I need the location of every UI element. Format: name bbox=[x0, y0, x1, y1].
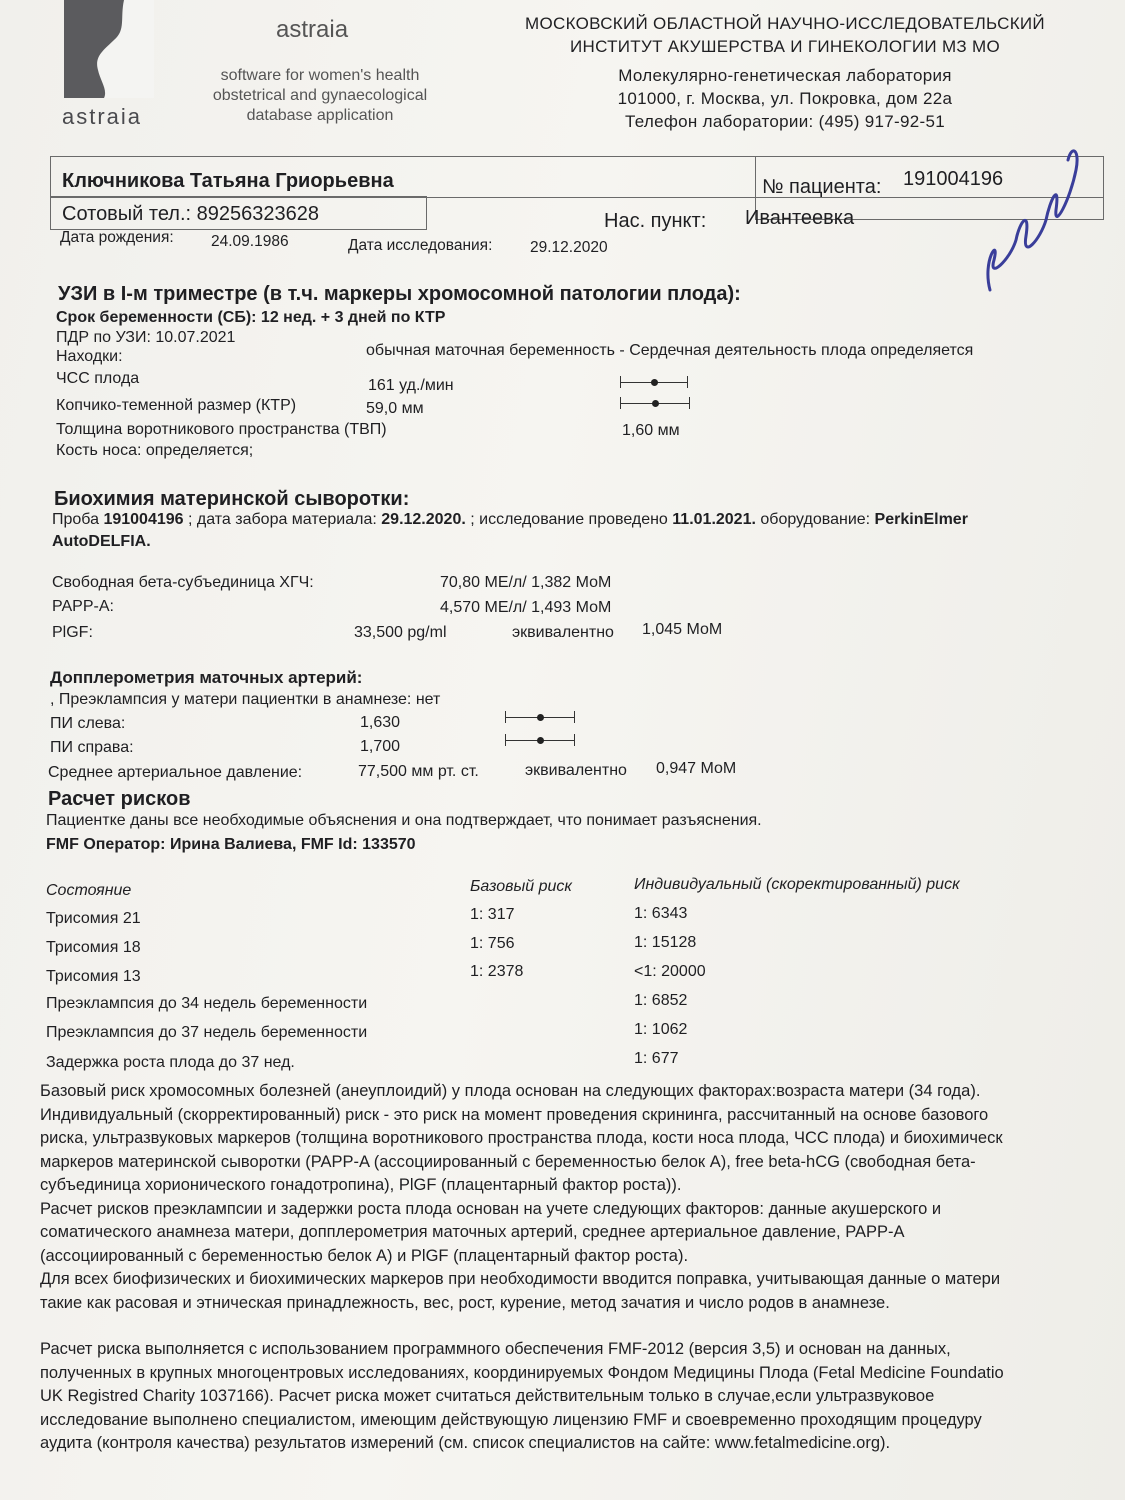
risk-row-individual: 1: 6343 bbox=[634, 905, 688, 922]
risk-row-individual: 1: 15128 bbox=[634, 934, 697, 951]
nasal-bone: Кость носа: определяется; bbox=[56, 442, 254, 459]
pi-left-value: 1,630 bbox=[360, 714, 401, 731]
pi-right-label: ПИ справа: bbox=[50, 739, 134, 756]
pi-left-range-bar bbox=[505, 711, 575, 725]
col-individual-risk: Индивидуальный (скоректированный) риск bbox=[634, 876, 960, 893]
plgf-value: 33,500 pg/ml bbox=[354, 624, 447, 641]
risk-row-condition: Трисомия 13 bbox=[46, 968, 141, 985]
findings-value: обычная маточная беременность - Сердечная деятельность плода определяется bbox=[366, 342, 974, 359]
biochem-title: Биохимия материнской сыворотки: bbox=[54, 488, 410, 510]
astraia-logo bbox=[64, 0, 154, 98]
plgf-eq-label: эквивалентно bbox=[512, 624, 614, 641]
risk-row-condition: Преэклампсия до 34 недель беременности bbox=[46, 995, 368, 1012]
risk-row-individual: 1: 677 bbox=[634, 1050, 679, 1067]
patient-phone: Сотовый тел.: 89256323628 bbox=[62, 203, 320, 225]
crl-value: 59,0 мм bbox=[366, 400, 424, 417]
patient-id-label: № пациента: bbox=[762, 176, 882, 198]
city-value: Ивантеевка bbox=[745, 207, 855, 229]
map-eq-value: 0,947 МоМ bbox=[656, 760, 737, 777]
risk-row-condition: Задержка роста плода до 37 нед. bbox=[46, 1054, 295, 1071]
pi-right-marker bbox=[537, 737, 544, 744]
heart-rate-range-bar bbox=[620, 376, 688, 390]
risk-row-individual: <1: 20000 bbox=[634, 963, 706, 980]
risk-row-condition: Преэклампсия до 37 недель беременности bbox=[46, 1024, 368, 1041]
findings-label: Находки: bbox=[56, 348, 123, 365]
crl-label: Копчико-теменной размер (КТР) bbox=[56, 397, 297, 414]
logo-text: astraia bbox=[62, 104, 143, 129]
pi-left-marker bbox=[537, 714, 544, 721]
institute-header: МОСКОВСКИЙ ОБЛАСТНОЙ НАУЧНО-ИССЛЕДОВАТЕЛЬСКИЙ ИНСТИТУТ АКУШЕРСТВА И ГИНЕКОЛОГИИ МЗ МО Молекулярно-генетическая лаборатория 101000, г. Москва, ул. Покровка, дом 22а Телефон лаборатории: (495) 917-92-51 bbox=[525, 14, 1045, 131]
exam-date-label: Дата исследования: bbox=[348, 237, 493, 254]
exam-date-value: 29.12.2020 bbox=[530, 239, 608, 256]
preeclampsia-history: , Преэклампсия у матери пациентки в анамнезе: нет bbox=[50, 691, 441, 708]
plgf-label: PlGF: bbox=[52, 624, 93, 641]
pi-left-label: ПИ слева: bbox=[50, 715, 126, 732]
equipment-name: AutoDELFIA. bbox=[52, 533, 151, 550]
risk-row-base: 1: 317 bbox=[470, 906, 515, 923]
handwritten-signature bbox=[960, 140, 1100, 310]
risk-row-individual: 1: 6852 bbox=[634, 992, 688, 1009]
crl-marker bbox=[652, 400, 659, 407]
nt-value: 1,60 мм bbox=[622, 422, 680, 439]
risk-row-condition: Трисомия 21 bbox=[46, 910, 141, 927]
heart-rate-label: ЧСС плода bbox=[56, 370, 140, 387]
dob-value: 24.09.1986 bbox=[211, 233, 289, 250]
gestational-term: Срок беременности (СБ): 12 нед. + 3 дней по КТР bbox=[56, 309, 446, 326]
notes-paragraph-2: Расчет риска выполняется с использованием программного обеспечения FMF-2012 (версия 3,5) и основан на данных, полученных в крупных многоцентровых исследованиях, координируемых Фондом Медицины Плода (Fetal Medicine Foundatio UK Registred Charity 1037166). Расчет риска может считаться действительным только в случае,если ультразвуковое исследование выполнено специалистом, имеющим действующую лицензию FMF и своевременно проходящим процедуру аудита (контроля качества) результатов измерений (см. список специалистов на сайте: www.fetalmedicine.org). bbox=[40, 1340, 1004, 1452]
risk-title: Расчет рисков bbox=[48, 788, 191, 810]
consent-text: Пациентке даны все необходимые объяснения и она подтверждает, что понимает разъяснения. bbox=[46, 812, 762, 829]
risk-row-individual: 1: 1062 bbox=[634, 1021, 688, 1038]
brand-name: astraia bbox=[276, 16, 349, 43]
risk-row-condition: Трисомия 18 bbox=[46, 939, 141, 956]
pi-right-range-bar bbox=[505, 734, 575, 748]
pappa-label: PAPP-A: bbox=[52, 598, 114, 615]
dob-label: Дата рождения: bbox=[60, 229, 174, 246]
risk-row-base: 1: 2378 bbox=[470, 963, 524, 980]
plgf-eq-value: 1,045 МоМ bbox=[642, 621, 723, 638]
city-label: Нас. пункт: bbox=[604, 210, 707, 232]
crl-range-bar bbox=[620, 397, 690, 411]
nt-label: Толщина воротникового пространства (ТВП) bbox=[56, 421, 387, 438]
fmf-operator: FMF Оператор: Ирина Валиева, FMF Id: 133570 bbox=[46, 836, 416, 853]
map-eq-label: эквивалентно bbox=[525, 762, 627, 779]
col-condition: Состояние bbox=[46, 882, 132, 899]
biochem-sample-line: Проба 191004196 ; дата забора материала: 29.12.2020. ; исследование проведено 11.01.2021. оборудование: PerkinElmer bbox=[52, 511, 968, 528]
notes-paragraph-1: Базовый риск хромосомных болезней (анеуплоидий) у плода основан на следующих факторах:возраста матери (34 года). Индивидуальный (скорректированный) риск - это риск на момент проведения скрининга, рассчитанный на основе базового риска, ультразвуковых маркеров (толщина воротникового пространства плода, кости носа плода, ЧСС плода) и биохимическ маркеров материнской сыворотки (PAPP-A (ассоциированный с беременностью белок А), free beta-hCG (свободная бета- субъединица хорионического гонадотропина), PlGF (плацентарный фактор роста)). Расчет рисков преэклампсии и задержки роста плода основан на учете следующих факторов: данные акушерского и соматического анамнеза матери, допплерометрия маточных артерий, среднее артериальное давление, PAPP-A (ассоциированный с беременностью белок А) и PlGF (плацентарный фактор роста). Для всех биофизических и биохимических маркеров при необходимости вводится поправка, учитывающая данные о матери такие как расовая и этническая принадлежность, вес, рост, курение, метод зачатия и число родов в анамнезе. bbox=[40, 1082, 1003, 1312]
map-value: 77,500 мм рт. ст. bbox=[358, 763, 479, 780]
logo-silhouette-icon bbox=[64, 0, 154, 98]
pappa-value: 4,570 МЕ/л/ 1,493 МоМ bbox=[440, 599, 612, 616]
ultrasound-title: УЗИ в I-м триместре (в т.ч. маркеры хромосомной патологии плода): bbox=[58, 283, 741, 305]
edd: ПДР по УЗИ: 10.07.2021 bbox=[56, 329, 236, 346]
patient-name: Ключникова Татьяна Гриорьевна bbox=[62, 170, 394, 192]
pi-right-value: 1,700 bbox=[360, 738, 401, 755]
bhcg-label: Свободная бета-субъединица ХГЧ: bbox=[52, 574, 314, 591]
risk-row-base: 1: 756 bbox=[470, 935, 515, 952]
brand-tagline: software for women's health obstetrical and gynaecological database application bbox=[212, 67, 428, 124]
map-label: Среднее артериальное давление: bbox=[48, 764, 303, 781]
doppler-title: Допплерометрия маточных артерий: bbox=[50, 668, 363, 687]
heart-rate-value: 161 уд./мин bbox=[368, 377, 454, 394]
heart-rate-marker bbox=[651, 379, 658, 386]
bhcg-value: 70,80 МЕ/л/ 1,382 МоМ bbox=[440, 574, 612, 591]
patient-id-value: 191004196 bbox=[903, 168, 1004, 190]
col-base-risk: Базовый риск bbox=[470, 878, 572, 895]
